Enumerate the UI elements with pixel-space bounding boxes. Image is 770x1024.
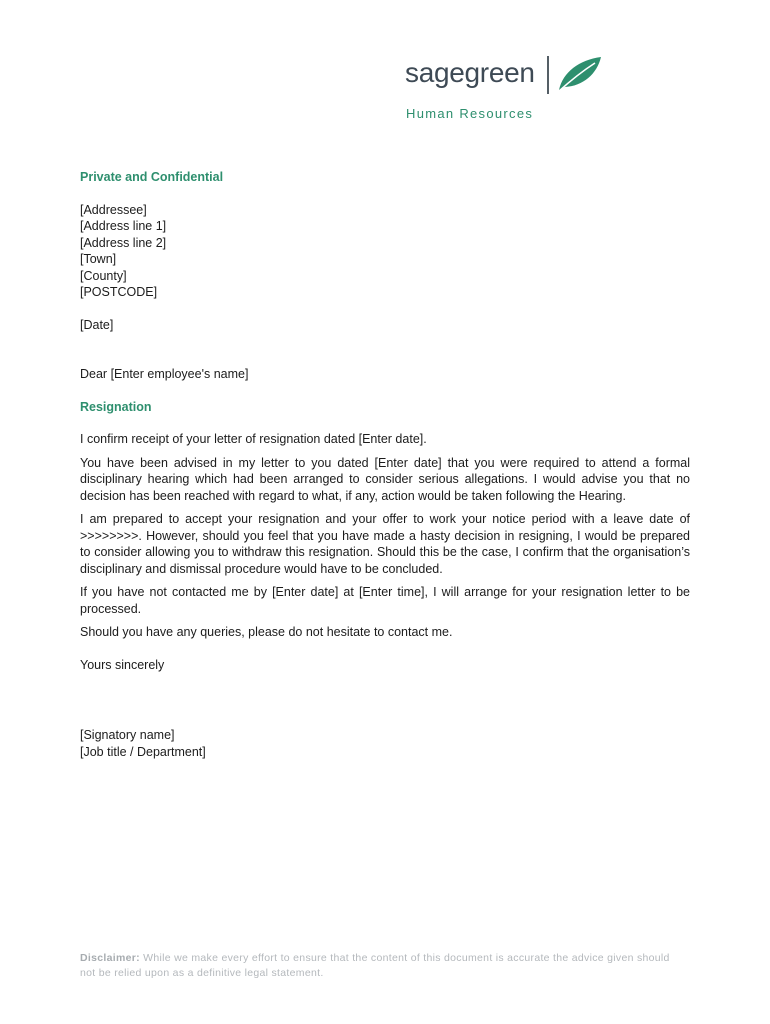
paragraph: You have been advised in my letter to you dated [Enter date] that you were required to attend a formal disciplinary hearing which had been arranged to consider serious allegations. I would advise you that no decision has been reached with regard to what, if any, action would be taken following the Hearing. — [80, 455, 690, 503]
logo-divider — [547, 56, 549, 94]
address-line: [Address line 1] — [80, 219, 167, 233]
paragraph: Should you have any queries, please do not hesitate to contact me. — [80, 625, 453, 639]
paragraph: I confirm receipt of your letter of resignation dated [Enter date]. — [80, 432, 427, 446]
address-line: [County] — [80, 268, 127, 283]
paragraph: If you have not contacted me by [Enter date] at [Enter time], I will arrange for your resignation letter to be processed. — [80, 585, 690, 616]
disclaimer-text: While we make every effort to ensure that the content of this document is accurate the advice given should not be relied upon as a definitive legal statement. — [80, 952, 670, 979]
disclaimer-label: Disclaimer: — [80, 952, 140, 964]
address-line: [Address line 2] — [80, 235, 167, 250]
leaf-icon — [555, 54, 603, 94]
disclaimer — [80, 951, 680, 981]
company-logo — [405, 54, 615, 134]
address-line: [POSTCODE] — [80, 285, 158, 299]
logo-word-sage: sage — [405, 57, 465, 88]
private-heading: Private and Confidential — [80, 170, 224, 184]
letter-date: [Date] — [80, 317, 114, 332]
signatory-name: [Signatory name] — [80, 728, 175, 742]
logo-word-green: green — [464, 57, 535, 88]
letter-body — [80, 169, 690, 760]
closing: Yours sincerely — [80, 657, 165, 672]
logo-wordmark — [405, 56, 535, 90]
logo-subtitle: Human Resources — [406, 106, 534, 121]
address-line: [Town] — [80, 252, 117, 266]
paragraph: I am prepared to accept your resignation and your offer to work your notice period with a leave date of >>>>>>>>. However, should you feel that you have made a hasty decision in resigning, I would be prepared to consider allowing you to withdraw this resignation. Should this be the case, I confirm that the organisation’s disciplinary and dismissal procedure would have to be concluded. — [80, 512, 690, 576]
signatory-title: [Job title / Department] — [80, 744, 206, 759]
address-block — [80, 202, 690, 301]
subject-heading: Resignation — [80, 399, 152, 414]
salutation: Dear [Enter employee's name] — [80, 367, 249, 381]
address-line: [Addressee] — [80, 202, 147, 217]
